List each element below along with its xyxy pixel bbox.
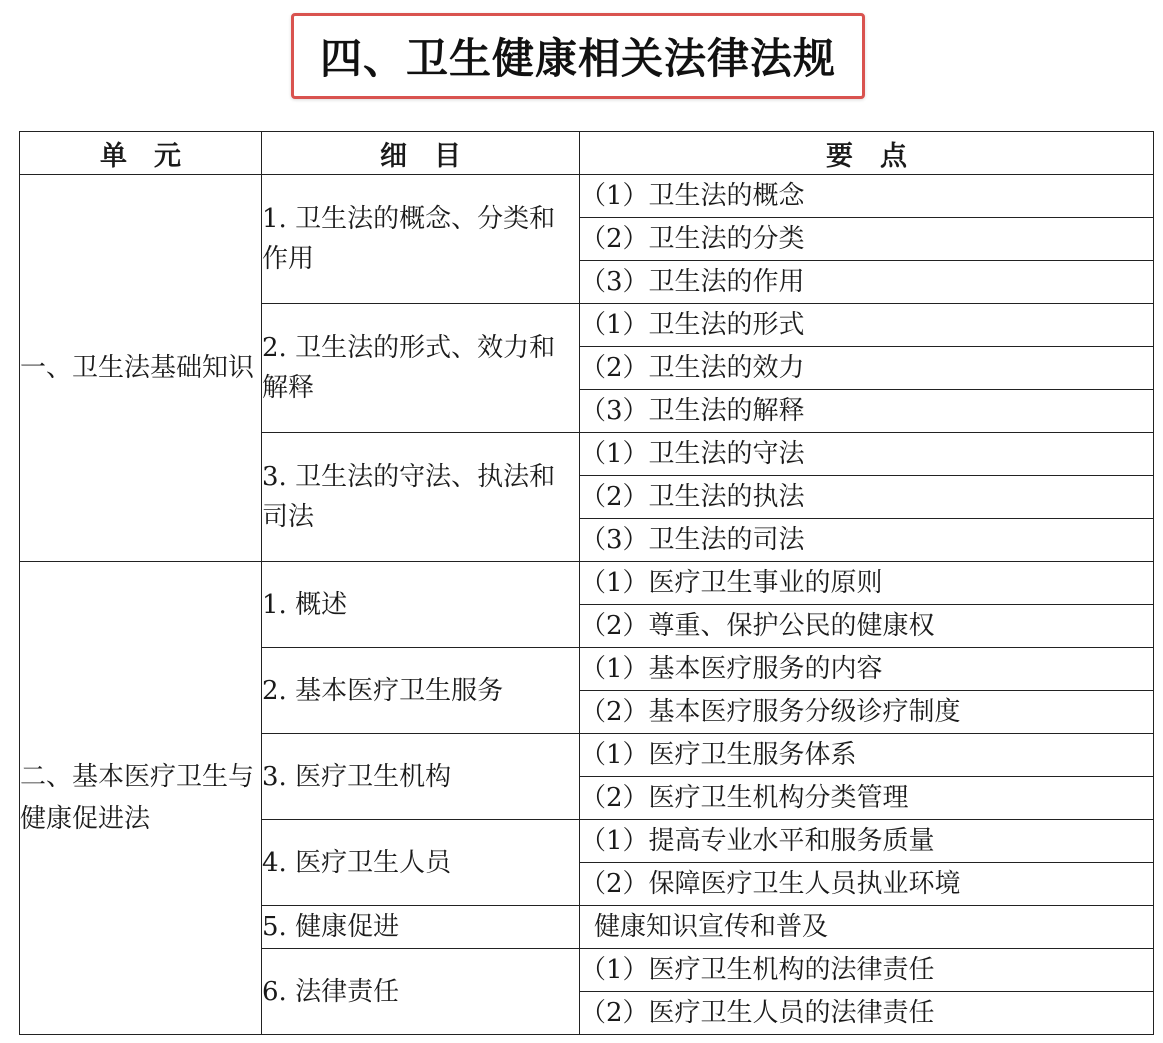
header-item: 细 目 — [262, 132, 580, 175]
item-cell: 5. 健康促进 — [262, 906, 580, 949]
item-cell: 6. 法律责任 — [262, 949, 580, 1035]
point-cell: （1）提高专业水平和服务质量 — [580, 820, 1154, 863]
header-point: 要 点 — [580, 132, 1154, 175]
syllabus-table — [19, 131, 1154, 1035]
table-row — [20, 175, 1154, 218]
item-cell: 4. 医疗卫生人员 — [262, 820, 580, 906]
unit-cell: 一、卫生法基础知识 — [20, 175, 262, 562]
point-cell: （3）卫生法的解释 — [580, 390, 1154, 433]
item-cell: 1. 概述 — [262, 562, 580, 648]
point-cell: （2）卫生法的执法 — [580, 476, 1154, 519]
header-row — [20, 132, 1154, 175]
point-cell: （2）保障医疗卫生人员执业环境 — [580, 863, 1154, 906]
point-cell: （2）医疗卫生机构分类管理 — [580, 777, 1154, 820]
point-cell: （1）卫生法的形式 — [580, 304, 1154, 347]
point-cell: （2）医疗卫生人员的法律责任 — [580, 992, 1154, 1035]
point-cell: （2）尊重、保护公民的健康权 — [580, 605, 1154, 648]
item-cell: 2. 基本医疗卫生服务 — [262, 648, 580, 734]
table-row — [20, 562, 1154, 605]
page-title: 四、卫生健康相关法律法规 — [319, 34, 836, 83]
item-cell: 1. 卫生法的概念、分类和作用 — [262, 175, 580, 304]
point-cell: （2）卫生法的分类 — [580, 218, 1154, 261]
point-cell: （1）卫生法的守法 — [580, 433, 1154, 476]
point-cell: （1）基本医疗服务的内容 — [580, 648, 1154, 691]
header-unit: 单 元 — [20, 132, 262, 175]
point-cell: （3）卫生法的作用 — [580, 261, 1154, 304]
point-cell: 健康知识宣传和普及 — [580, 906, 1154, 949]
item-cell: 2. 卫生法的形式、效力和解释 — [262, 304, 580, 433]
unit-cell: 二、基本医疗卫生与健康促进法 — [20, 562, 262, 1035]
point-cell: （3）卫生法的司法 — [580, 519, 1154, 562]
point-cell: （1）医疗卫生事业的原则 — [580, 562, 1154, 605]
point-cell: （2）基本医疗服务分级诊疗制度 — [580, 691, 1154, 734]
item-cell: 3. 医疗卫生机构 — [262, 734, 580, 820]
point-cell: （1）医疗卫生机构的法律责任 — [580, 949, 1154, 992]
point-cell: （2）卫生法的效力 — [580, 347, 1154, 390]
title-box — [291, 13, 865, 99]
point-cell: （1）卫生法的概念 — [580, 175, 1154, 218]
item-cell: 3. 卫生法的守法、执法和司法 — [262, 433, 580, 562]
point-cell: （1）医疗卫生服务体系 — [580, 734, 1154, 777]
